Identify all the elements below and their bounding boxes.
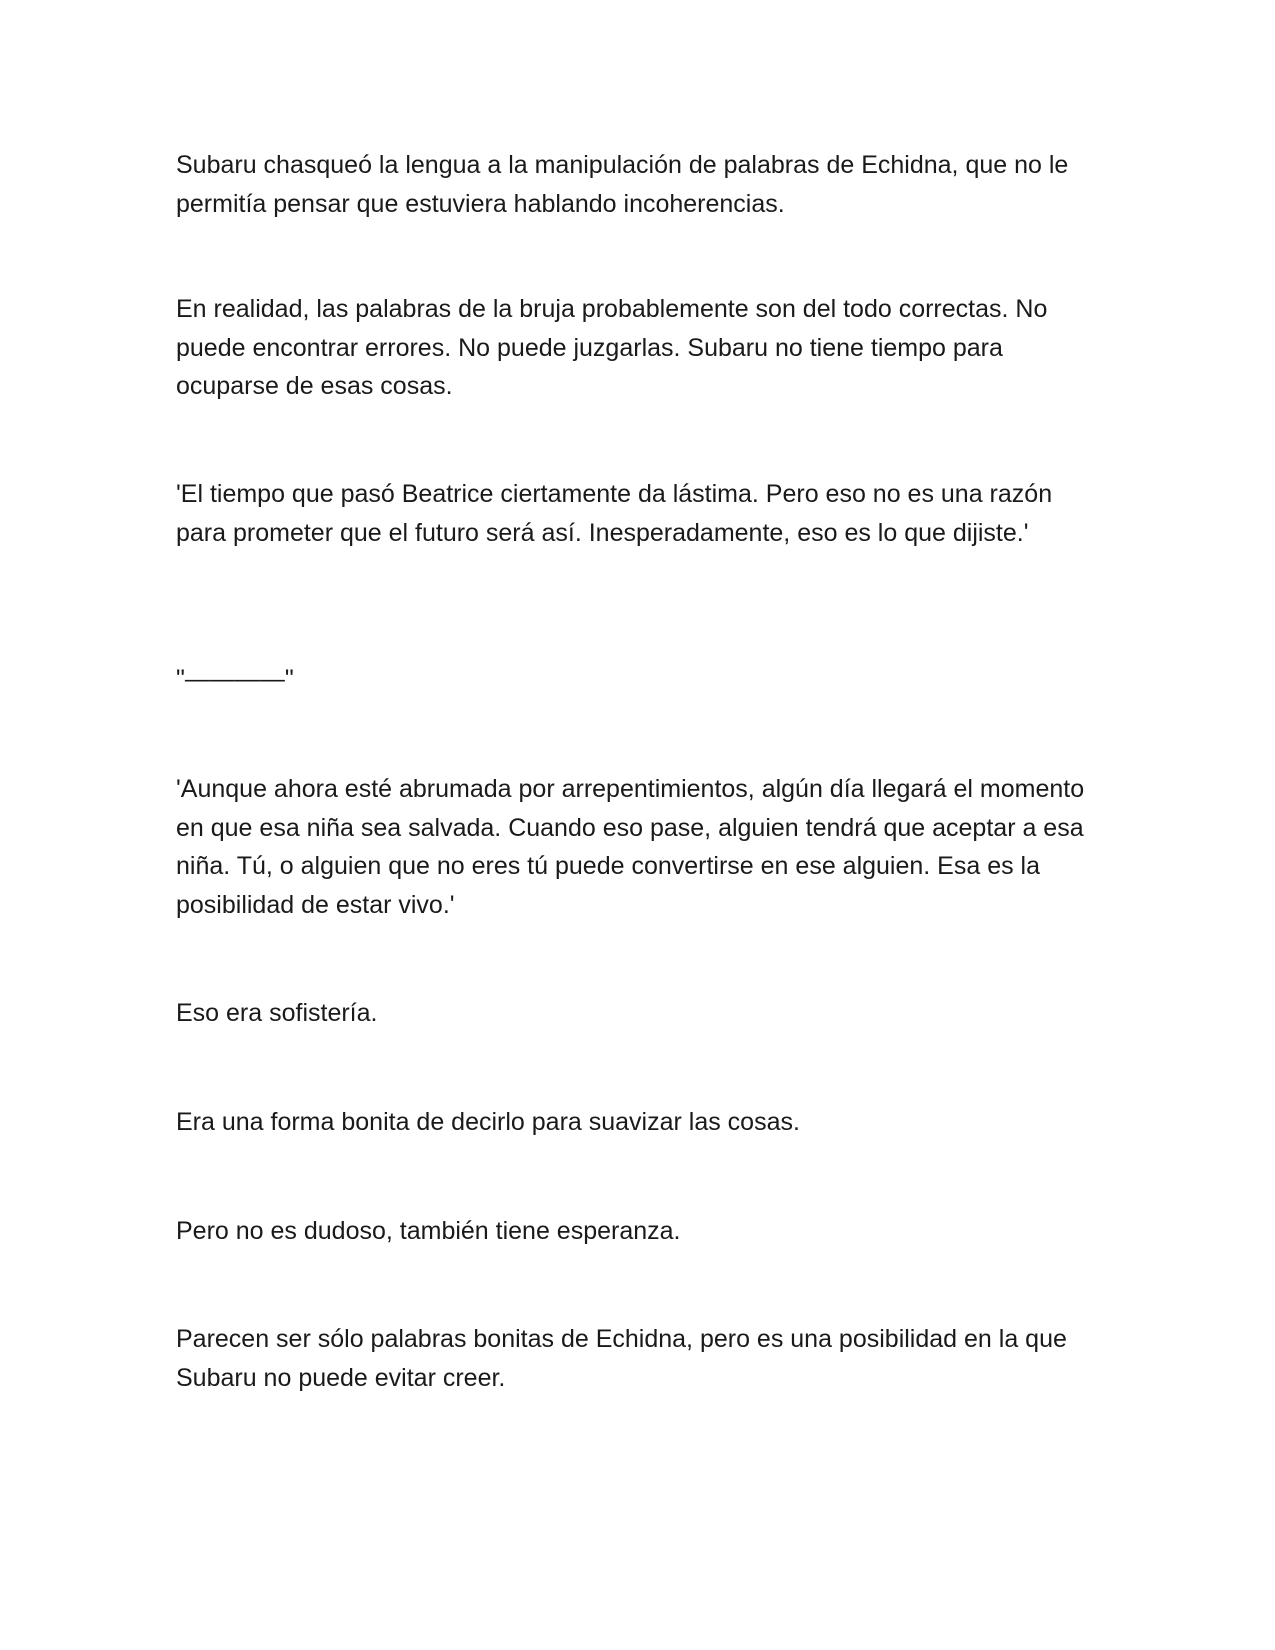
paragraph: Era una forma bonita de decirlo para suavizar las cosas. xyxy=(176,1108,800,1136)
paragraph: En realidad, las palabras de la bruja probablemente son del todo correctas. No puede encontrar errores. No puede juzgarlas. Subaru no tiene tiempo para ocuparse de esas cosas. xyxy=(176,295,1048,400)
paragraph: 'Aunque ahora esté abrumada por arrepentimientos, algún día llegará el momento en que esa niña sea salvada. Cuando eso pase, alguien tendrá que aceptar a esa niña. Tú, o alguien que no eres tú puede convertirse en ese alguien. Esa es la posibilidad de estar vivo.' xyxy=(176,775,1085,919)
paragraph: Parecen ser sólo palabras bonitas de Echidna, pero es una posibilidad en la que Subaru no puede evitar creer. xyxy=(176,1325,1067,1392)
paragraph: Eso era sofistería. xyxy=(176,999,378,1027)
paragraph: Subaru chasqueó la lengua a la manipulación de palabras de Echidna, que no le permitía pensar que estuviera hablando incoherencias. xyxy=(176,151,1069,218)
paragraph: 'El tiempo que pasó Beatrice ciertamente da lástima. Pero eso no es una razón para prometer que el futuro será así. Inesperadamente, eso es lo que dijiste.' xyxy=(176,480,1053,547)
paragraph: Pero no es dudoso, también tiene esperanza. xyxy=(176,1217,681,1245)
paragraph: "————" xyxy=(176,665,294,693)
